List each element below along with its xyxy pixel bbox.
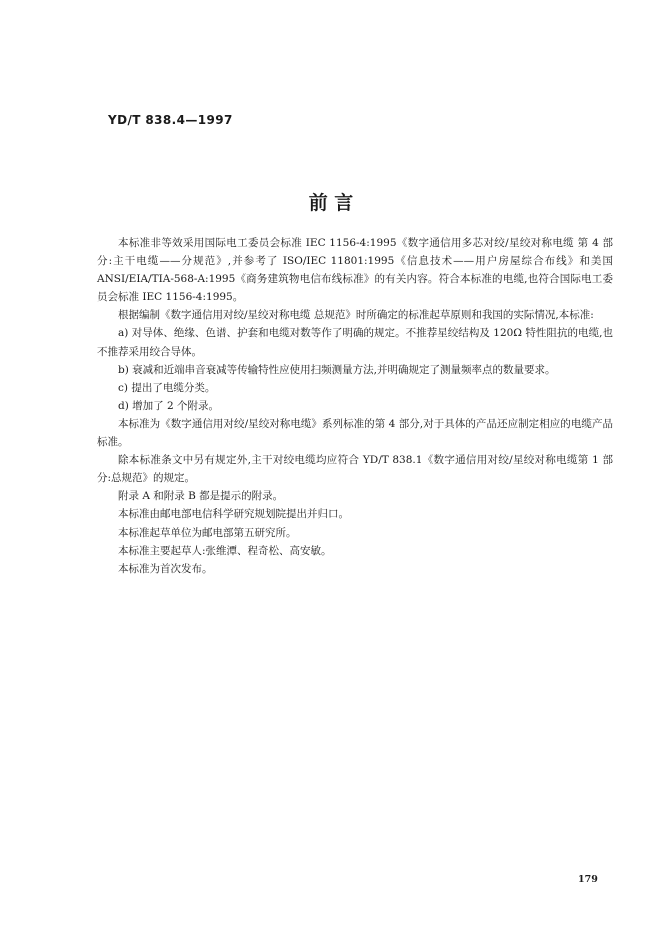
paragraph: 根据编制《数字通信用对绞/星绞对称电缆 总规范》时所确定的标准起草原则和我国的实际情况,本标准: (118, 309, 594, 322)
list-item: b) 衰减和近端串音衰减等传输特性应使用扫频测量方法,并明确规定了测量频率点的数量要求。 (118, 363, 556, 376)
paragraph: 附录 A 和附录 B 都是提示的附录。 (118, 490, 284, 503)
paragraph: 本标准由邮电部电信科学研究规划院提出并归口。 (118, 508, 349, 521)
paragraph: 本标准主要起草人:张维潭、程奇松、高安敏。 (118, 544, 332, 557)
section-title: 前 言 (308, 192, 354, 214)
list-item: c) 提出了电缆分类。 (118, 381, 216, 394)
paragraph: 本标准非等效采用国际电工委员会标准 IEC 1156-4:1995《数字通信用多芯对绞/星绞对称电缆 第 4 部分:主干电缆——分规范》,并参考了 ISO/IEC 11801:1995《信息技术——用户房屋综合布线》和美国 ANSI/EIA/TIA-568-A:1995《商务建筑物电信布线标准》的有关内容。符合本标准的电缆,也符合国际电工委员会标准 IEC 1156-4:1995。 (97, 237, 613, 304)
paragraph: 本标准起草单位为邮电部第五研究所。 (118, 526, 297, 539)
paragraph: 除本标准条文中另有规定外,主干对绞电缆均应符合 YD/T 838.1《数字通信用对绞/星绞对称电缆第 1 部分:总规范》的规定。 (97, 454, 613, 485)
page-number: 179 (578, 874, 598, 885)
list-item: d) 增加了 2 个附录。 (118, 399, 220, 412)
paragraph: 本标准为《数字通信用对绞/星绞对称电缆》系列标准的第 4 部分,对于具体的产品还应制定相应的电缆产品标准。 (97, 417, 613, 449)
foreword-body (97, 234, 613, 578)
list-item: a) 对导体、绝缘、色谱、护套和电缆对数等作了明确的规定。不推荐星绞结构及 120Ω 特性阻抗的电缆,也不推荐采用绞合导体。 (97, 327, 613, 358)
paragraph: 本标准为首次发布。 (118, 562, 213, 575)
standard-code: YD/T 838.4—1997 (108, 113, 233, 127)
